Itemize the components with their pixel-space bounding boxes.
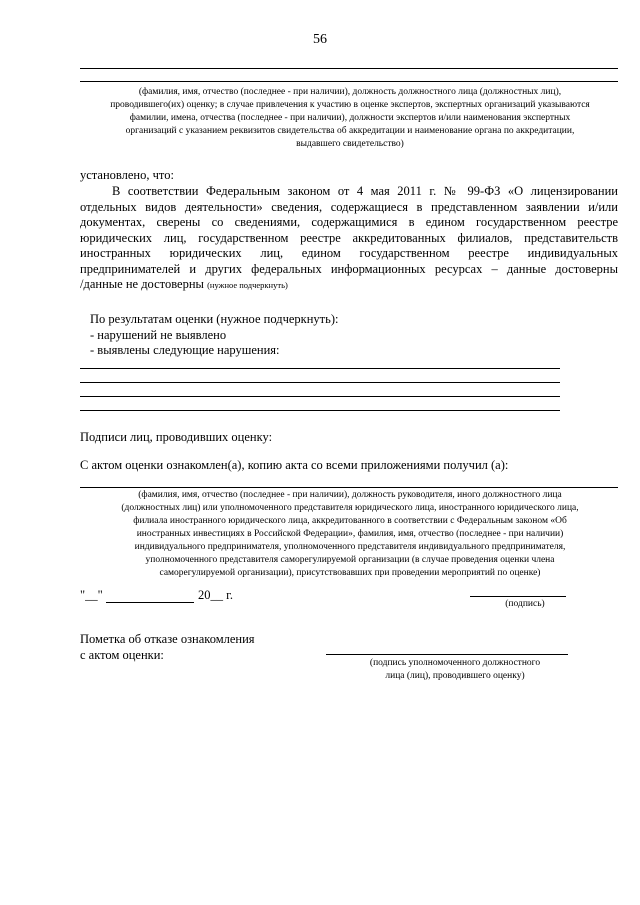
page-number: 56 [313, 32, 327, 47]
established-label: установлено, что: [80, 168, 174, 182]
examiner-caption-line: (фамилия, имя, отчество (последнее - при наличии), должность должностного лица (должностных лиц), [138, 87, 562, 97]
results-block [90, 312, 338, 359]
acquainted-caption-line: саморегулируемой организации), присутствовавших при проведении мероприятий по оценке) [159, 568, 541, 578]
date-quote: "__" [80, 588, 103, 602]
violations-line-4 [80, 410, 560, 411]
acquainted-line [80, 487, 618, 488]
refusal-line: с актом оценки: [80, 647, 164, 662]
acquainted-caption-line: иностранных инвестициях в Российской Федерации», фамилия, имя, отчество (последнее - при наличии) [136, 529, 564, 539]
refusal-caption [340, 657, 570, 683]
acquainted-caption-line: филиала иностранного юридического лица, аккредитованного в соответствии с Федеральным законом «Об [133, 516, 567, 526]
verification-paragraph [80, 184, 618, 294]
refusal-label [80, 632, 255, 663]
signatures-heading: Подписи лиц, проводивших оценку: [80, 430, 273, 444]
signature-line [470, 596, 566, 597]
results-option: - выявлены следующие нарушения: [90, 343, 280, 357]
acquainted-text: С актом оценки ознакомлен(а), копию акта со всеми приложениями получил (а): [80, 458, 509, 472]
paragraph-line: юридических лиц, государственном реестре аккредитованных филиалов, представительств [80, 230, 618, 245]
paragraph-line: предпринимателей и других федеральных информационных ресурсах – данные достоверны [80, 261, 618, 276]
violations-line-1 [80, 368, 560, 369]
acquainted-caption [70, 489, 630, 580]
refusal-line: Пометка об отказе ознакомления [80, 632, 255, 646]
violations-line-3 [80, 396, 560, 397]
date-year: 20__ г. [198, 588, 233, 602]
refusal-signature-line [326, 654, 568, 655]
paragraph-last: /данные не достоверны [80, 277, 204, 291]
paragraph-line: отдельных видов деятельности» сведения, содержащиеся в представленном заявлении и/или [80, 199, 618, 214]
violations-line-2 [80, 382, 560, 383]
date-month-line [106, 602, 194, 603]
signature-caption: (подпись) [505, 599, 545, 609]
examiner-line-2 [80, 81, 618, 82]
refusal-caption-line: (подпись уполномоченного должностного [369, 658, 541, 668]
paragraph-line: иностранных юридических лиц, едином государственном реестре индивидуальных [80, 246, 618, 260]
results-option: - нарушений не выявлено [90, 327, 227, 342]
results-heading: По результатам оценки (нужное подчеркнуть): [90, 312, 339, 326]
examiner-line-1 [80, 68, 618, 69]
refusal-caption-line: лица (лиц), проводившего оценку) [385, 671, 525, 681]
examiner-caption [70, 86, 630, 151]
acquainted-caption-line: (должностных лиц) или уполномоченного представителя юридического лица, иностранного юридического лица, [121, 503, 579, 513]
examiner-caption-line: фамилии, имена, отчества (последнее - при наличии), должности экспертов и/или наименования экспертных [129, 113, 571, 123]
paragraph-note: (нужное подчеркнуть) [207, 280, 288, 290]
examiner-caption-line: выдавшего свидетельство) [296, 139, 404, 149]
paragraph-line: документах, сверены со сведениями, содержащимися в едином государственном реестре [80, 215, 618, 229]
acquainted-caption-line: индивидуального предпринимателя, уполномоченного представителя индивидуального предпринимателя, [134, 542, 566, 552]
acquainted-caption-line: уполномоченного представителя саморегулируемой организации (в случае проведения оценки члена [145, 555, 555, 565]
paragraph-last-line [80, 277, 618, 294]
acquainted-caption-line: (фамилия, имя, отчество (последнее - при наличии), должность руководителя, иного должностного лица [138, 490, 562, 500]
examiner-caption-line: проводившего(их) оценку; в случае привлечения к участию в оценке экспертов, экспертных организаций указываются [110, 100, 590, 110]
paragraph-line: В соответствии Федеральным законом от 4 мая 2011 г. № 99-ФЗ «О лицензировании [112, 184, 618, 198]
examiner-caption-line: организаций с указанием реквизитов свидетельства об аккредитации и наименование органа по аккредитации, [125, 126, 575, 136]
